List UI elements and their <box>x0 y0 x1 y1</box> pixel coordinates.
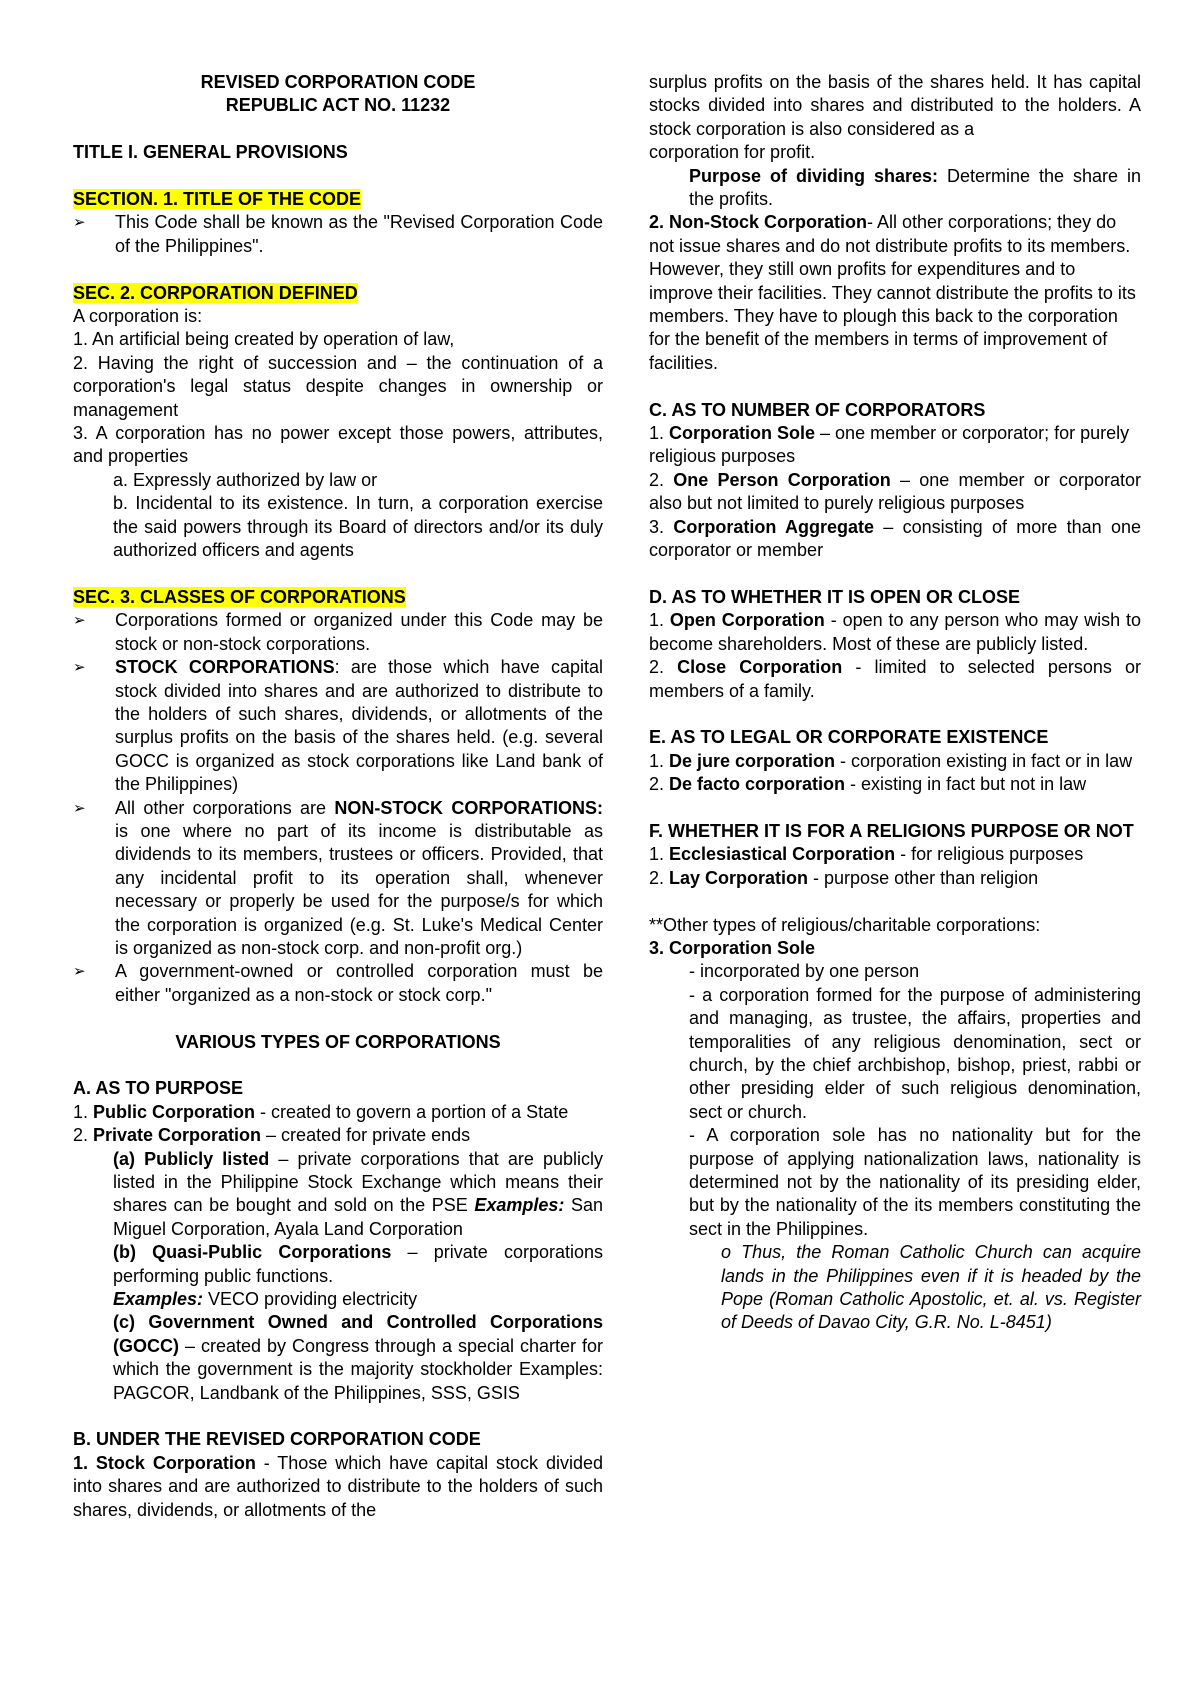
section-2-heading: SEC. 2. CORPORATION DEFINED <box>73 282 358 303</box>
sole-point: - A corporation sole has no nationality but for the purpose of applying nationalization laws, nationality is determined not by the nationality of its presiding elder, but by the nationality of the its members constituting the sect in the Philippines. <box>689 1125 1141 1239</box>
corporation-sole-heading: 3. Corporation Sole <box>649 937 816 958</box>
section-a-heading: A. AS TO PURPOSE <box>73 1078 244 1099</box>
bullet-item: ➢ Corporations formed or organized under this Code may be stock or non-stock corporations. <box>73 610 603 654</box>
list-item: 3. Corporation Aggregate – consisting of more than one corporator or member <box>649 516 1141 561</box>
paragraph: 2. Non-Stock Corporation- All other corporations; they do not issue shares and do not distribute profits to its members. <box>649 212 1131 256</box>
section-1-heading: SECTION. 1. TITLE OF THE CODE <box>73 189 362 209</box>
other-types-note: **Other types of religious/charitable corporations: <box>649 914 1041 935</box>
sub-list-item: Examples: VECO providing electricity <box>113 1289 418 1310</box>
title-heading: TITLE I. GENERAL PROVISIONS <box>73 142 348 163</box>
list-item: 2. De facto corporation - existing in fact but not in law <box>649 774 1087 795</box>
list-item-continuation: religious purposes <box>649 446 796 467</box>
list-item: 2. Having the right of succession and – the continuation of a corporation's legal status despite changes in ownership or management <box>73 352 603 420</box>
paragraph: surplus profits on the basis of the shares held. It has capital stocks divided into shares and distributed to the holders. A stock corporation is also considered as a <box>649 72 1141 139</box>
section-b-heading: B. UNDER THE REVISED CORPORATION CODE <box>73 1429 481 1450</box>
list-item: 2. Close Corporation - limited to selected persons or members of a family. <box>649 657 1141 701</box>
paragraph: corporation for profit. <box>649 142 816 163</box>
sub-list-item: (c) Government Owned and Controlled Corporations (GOCC) – created by Congress through a special charter for which the government is the majority stockholder Examples: PAGCOR, Landbank of the Philippines, SSS, GSIS <box>113 1312 603 1403</box>
document-subtitle: REPUBLIC ACT NO. 11232 <box>225 95 451 116</box>
section-f-heading: F. WHETHER IT IS FOR A RELIGIONS PURPOSE OR NOT <box>649 820 1134 841</box>
section-d-heading: D. AS TO WHETHER IT IS OPEN OR CLOSE <box>649 586 1021 607</box>
sole-point: - a corporation formed for the purpose of administering and managing, as trustee, the affairs, properties and temporalities of any religious denomination, sect or church, by the chief archbishop, bishop, priest, rabbi or other presiding elder of such religious denomination, sect or church. <box>689 984 1141 1122</box>
sole-example: o Thus, the Roman Catholic Church can acquire lands in the Philippines even if it is headed by the Pope (Roman Catholic Apostolic, et. al. vs. Register of Deeds of Davao City, G.R. No. L-8451) <box>721 1242 1141 1333</box>
list-item: 2. One Person Corporation – one member or corporator also but not limited to purely religious purposes <box>649 469 1141 514</box>
list-item: 1. Public Corporation - created to govern a portion of a State <box>73 1101 569 1122</box>
list-item: 3. A corporation has no power except those powers, attributes, and properties <box>73 423 603 467</box>
sub-list-item: a. Expressly authorized by law or <box>113 469 378 490</box>
bullet-item: ➢ A government-owned or controlled corporation must be either "organized as a non-stock or stock corp." <box>73 961 603 1005</box>
list-item: 2. Private Corporation – created for private ends <box>73 1125 471 1146</box>
list-item: 1. Open Corporation - open to any person who may wish to become shareholders. Most of these are publicly listed. <box>649 610 1141 654</box>
bullet-item: ➢ This Code shall be known as the "Revised Corporation Code of the Philippines". <box>73 212 603 256</box>
paragraph: However, they still own profits for expenditures and to improve their facilities. They cannot distribute the profits to its members. They have to plough this back to the corporation for the benefit of the members in terms of improvement of facilities. <box>649 259 1136 373</box>
paragraph: A corporation is: <box>73 306 203 327</box>
sole-point: - incorporated by one person <box>689 961 920 982</box>
arrowhead-bullet-icon: ➢ <box>73 214 86 232</box>
list-item: 2. Lay Corporation - purpose other than religion <box>649 867 1039 888</box>
list-item: 1. Ecclesiastical Corporation - for religious purposes <box>649 844 1084 865</box>
sub-list-item: b. Incidental to its existence. In turn, a corporation exercise the said powers through its Board of directors and/or its duly authorized officers and agents <box>113 493 603 561</box>
arrowhead-bullet-icon: ➢ <box>73 799 86 817</box>
section-c-heading: C. AS TO NUMBER OF CORPORATORS <box>649 399 986 420</box>
arrowhead-bullet-icon: ➢ <box>73 659 86 677</box>
list-item: 1. An artificial being created by operation of law, <box>73 329 455 350</box>
section-e-heading: E. AS TO LEGAL OR CORPORATE EXISTENCE <box>649 727 1049 748</box>
purpose-note: Purpose of dividing shares: Determine the share in the profits. <box>689 165 1141 210</box>
various-types-heading: VARIOUS TYPES OF CORPORATIONS <box>175 1031 501 1052</box>
sub-list-item: (a) Publicly listed – private corporations that are publicly listed in the Philippine Stock Exchange which means their shares can be bought and sold on the PSE Examples: San Miguel Corporation, Ayala Land Corporation <box>113 1148 604 1239</box>
document-title: REVISED CORPORATION CODE <box>200 72 476 92</box>
list-item: 1. Corporation Sole – one member or corporator; for purely <box>649 423 1130 444</box>
bullet-item: ➢ STOCK CORPORATIONS: are those which have capital stock divided into shares and are authorized to distribute to the holders of such shares, dividends, or allotments of the surplus profits on the basis of the shares held. (e.g. several GOCC is organized as stock corporations like Land bank of the Philippines) <box>73 657 603 795</box>
sub-list-item: (b) Quasi-Public Corporations – private corporations performing public functions. <box>113 1242 604 1286</box>
arrowhead-bullet-icon: ➢ <box>73 963 86 981</box>
left-column <box>73 71 603 1522</box>
right-column <box>649 71 1141 1335</box>
list-item: 1. De jure corporation - corporation existing in fact or in law <box>649 750 1133 771</box>
bullet-item: ➢ All other corporations are NON-STOCK CORPORATIONS: is one where no part of its income is distributable as dividends to its members, trustees or officers. Provided, that any incidental profit to its operation shall, whenever necessary or properly be used for the purpose/s for which the corporation is organized (e.g. St. Luke's Medical Center is organized as non-stock corp. and non-profit org.) <box>73 797 603 958</box>
arrowhead-bullet-icon: ➢ <box>73 612 86 630</box>
section-3-heading: SEC. 3. CLASSES OF CORPORATIONS <box>73 586 406 607</box>
list-item: 1. Stock Corporation - Those which have capital stock divided into shares and are authorized to distribute to the holders of such shares, dividends, or allotments of the <box>73 1452 603 1520</box>
